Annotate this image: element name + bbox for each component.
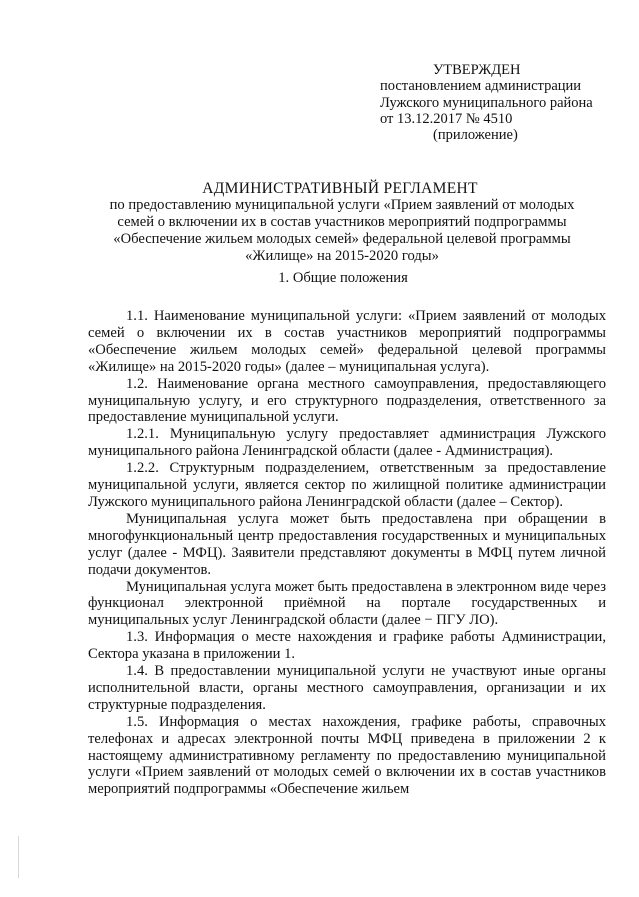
approval-note: (приложение) [433, 127, 518, 144]
document-title: АДМИНИСТРАТИВНЫЙ РЕГЛАМЕНТ [202, 180, 478, 197]
subtitle-line: семей о включении их в состав участников мероприятий подпрограммы [117, 213, 567, 230]
approval-line: постановлением администрации [380, 78, 582, 95]
scan-edge-mark [18, 836, 19, 878]
subtitle-line: «Обеспечение жильем молодых семей» федеральной целевой программы [113, 230, 571, 247]
paragraph-1-4: 1.4. В предоставлении муниципальной услуги не участвуют иные органы исполнительной власти, органы местного самоуправления, организации и их структурные подразделения. [88, 663, 606, 713]
paragraph-1-5: 1.5. Информация о местах нахождения, графике работы, справочных телефонах и адресах электронной почты МФЦ приведена в приложении 2 к настоящему административному регламенту по предоставлению муниципальной услуги «Прием заявлений от молодых семей о включении их в состав участников мероприятий подпрограммы «Обеспечение жильем [88, 713, 606, 798]
approval-stamp [0, 62, 639, 143]
paragraph-1-2-1: 1.2.1. Муниципальную услугу предоставляет администрация Лужского муниципального района Ленинградской области (далее - Администрация). [88, 426, 606, 460]
document-body [88, 308, 606, 798]
approval-heading: УТВЕРЖДЕН [433, 62, 521, 78]
paragraph-1-2: 1.2. Наименование органа местного самоуправления, предоставляющего муниципальную услугу, и его структурного подразделения, ответственного за предоставление муниципальной услуги. [88, 375, 606, 426]
paragraph-mfc: Муниципальная услуга может быть предоставлена при обращении в многофункциональный центр предоставления государственных и муниципальных услуг (далее - МФЦ). Заявители представляют документы в МФЦ путем личной подачи документов. [88, 510, 606, 578]
paragraph-1-3: 1.3. Информация о месте нахождения и графике работы Администрации, Сектора указана в приложении 1. [88, 629, 606, 663]
subtitle-line: по предоставлению муниципальной услуги «Прием заявлений от молодых [109, 197, 575, 213]
document-subtitle [78, 197, 606, 265]
paragraph-electronic: Муниципальная услуга может быть предоставлена в электронном виде через функционал электронной приёмной на портале государственных и муниципальных услуг Ленинградской области (далее − ПГУ ЛО). [88, 578, 606, 629]
section-heading: 1. Общие положения [278, 270, 408, 286]
approval-line: Лужского муниципального района [380, 94, 593, 111]
subtitle-line: «Жилище» на 2015-2020 годы» [245, 247, 439, 264]
paragraph-1-2-2: 1.2.2. Структурным подразделением, ответственным за предоставление муниципальной услуги, является сектор по жилищной политике администрации Лужского муниципального района Ленинградской области (далее – Сектор). [88, 460, 606, 510]
approval-date-number: от 13.12.2017 № 4510 [380, 110, 513, 127]
paragraph-1-1: 1.1. Наименование муниципальной услуги: «Прием заявлений от молодых семей о включении их в состав участников мероприятий подпрограммы «Обеспечение жильем молодых семей» федеральной целевой программы «Жилище» на 2015-2020 годы» (далее – муниципальная услуга). [88, 308, 606, 375]
